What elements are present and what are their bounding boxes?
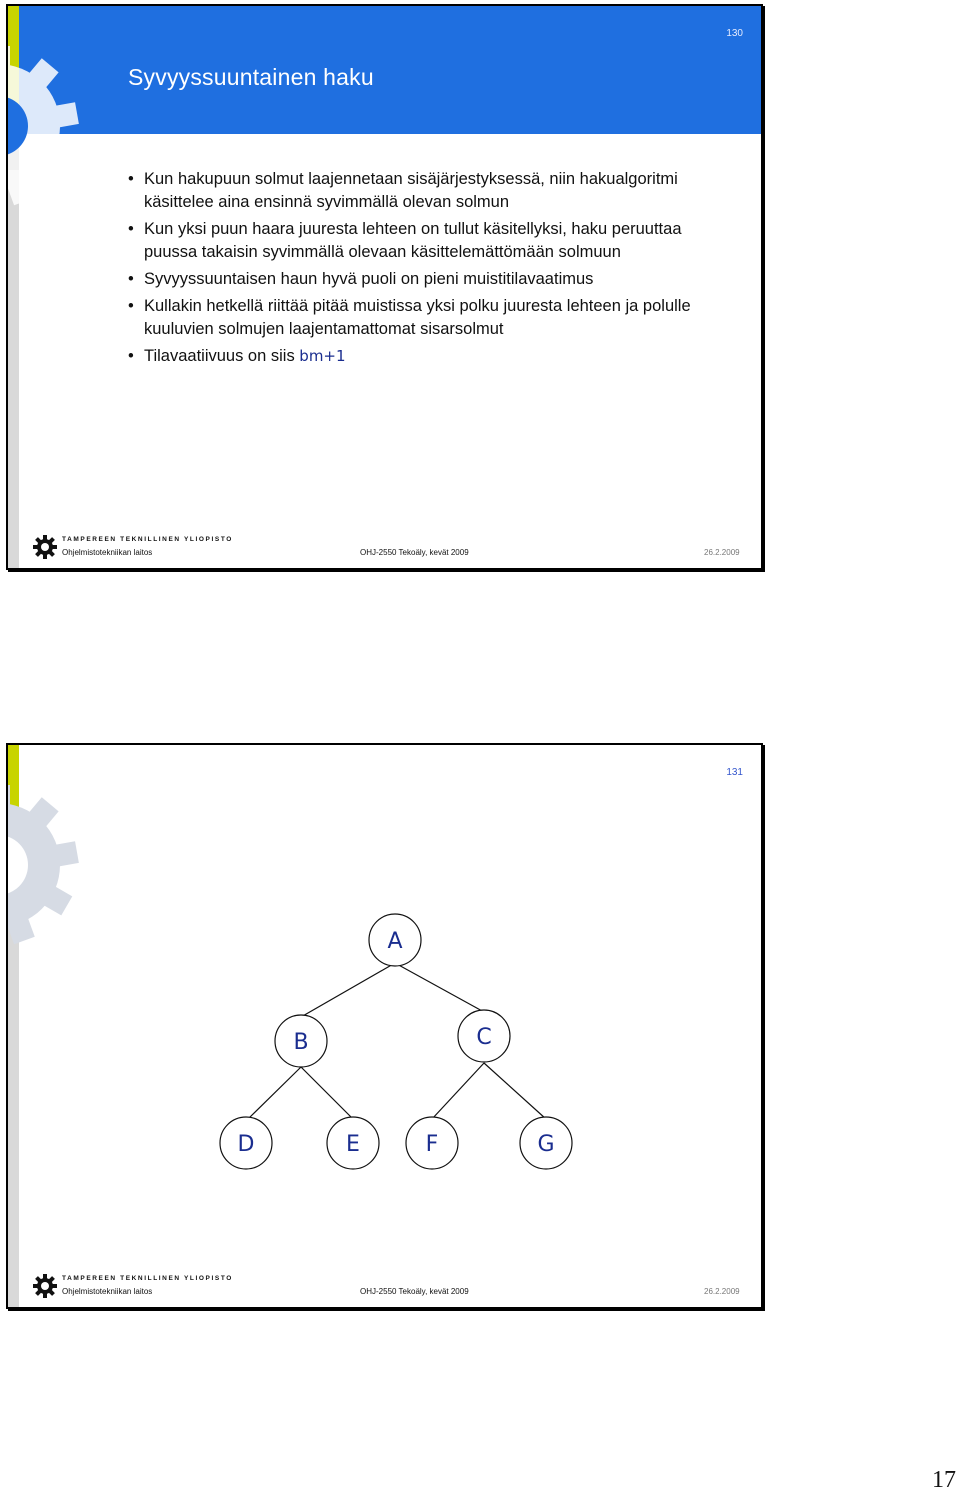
tree-edge [432, 1063, 484, 1119]
tree-edge [248, 1067, 301, 1119]
tree-edge [301, 963, 395, 1017]
node-label-f: F [425, 1132, 439, 1157]
slide-title: Syvyyssuuntainen haku [128, 64, 374, 90]
gear-logo-icon [32, 534, 58, 560]
node-label-b: B [293, 1030, 309, 1055]
bullet-list [126, 168, 726, 372]
bullet-item: • Syvyyssuuntaisen haun hyvä puoli on pieni muistitilavaatimus [126, 268, 726, 291]
bullet-item: • Kun hakupuun solmut laajennetaan sisäjärjestyksessä, niin hakualgoritmi käsittelee aina ensinnä syvimmällä olevan solmun [126, 168, 726, 214]
node-label-c: C [476, 1025, 492, 1050]
department-name: Ohjelmistotekniikan laitos [62, 548, 153, 557]
formula: bm+1 [299, 347, 346, 365]
tree-edge [395, 963, 484, 1012]
slide-130 [6, 4, 763, 570]
node-label-g: G [537, 1132, 555, 1157]
tree-edge [301, 1067, 353, 1119]
slide-131 [6, 743, 763, 1309]
search-tree-diagram [8, 745, 761, 1265]
slide-number: 131 [726, 767, 743, 778]
slide-footer [8, 528, 761, 568]
node-label-a: A [387, 929, 403, 954]
bullet-item: • Kullakin hetkellä riittää pitää muistissa yksi polku juuresta lehteen ja polulle kuuluvien solmujen laajentamattomat sisarsolmut [126, 295, 726, 341]
course-name: OHJ-2550 Tekoäly, kevät 2009 [360, 548, 469, 557]
slide-footer [8, 1267, 761, 1307]
university-name: TAMPEREEN TEKNILLINEN YLIOPISTO [62, 1275, 233, 1282]
node-label-e: E [346, 1132, 360, 1157]
course-name: OHJ-2550 Tekoäly, kevät 2009 [360, 1287, 469, 1296]
footer-date: 26.2.2009 [704, 1287, 740, 1296]
university-name: TAMPEREEN TEKNILLINEN YLIOPISTO [62, 536, 233, 543]
node-label-d: D [237, 1132, 255, 1157]
footer-date: 26.2.2009 [704, 548, 740, 557]
department-name: Ohjelmistotekniikan laitos [62, 1287, 153, 1296]
gear-logo-icon [32, 1273, 58, 1299]
page-number: 17 [932, 1467, 956, 1493]
tree-edge [484, 1063, 546, 1119]
bullet-item: • Kun yksi puun haara juuresta lehteen on tullut käsitellyksi, haku peruuttaa puussa takaisin syvimmällä olevaan käsittelemättömään solmuun [126, 218, 726, 264]
slide-number: 130 [726, 28, 743, 39]
bullet-item [126, 345, 726, 368]
bullet-text: Tilavaatiivuus on siis [144, 347, 295, 365]
